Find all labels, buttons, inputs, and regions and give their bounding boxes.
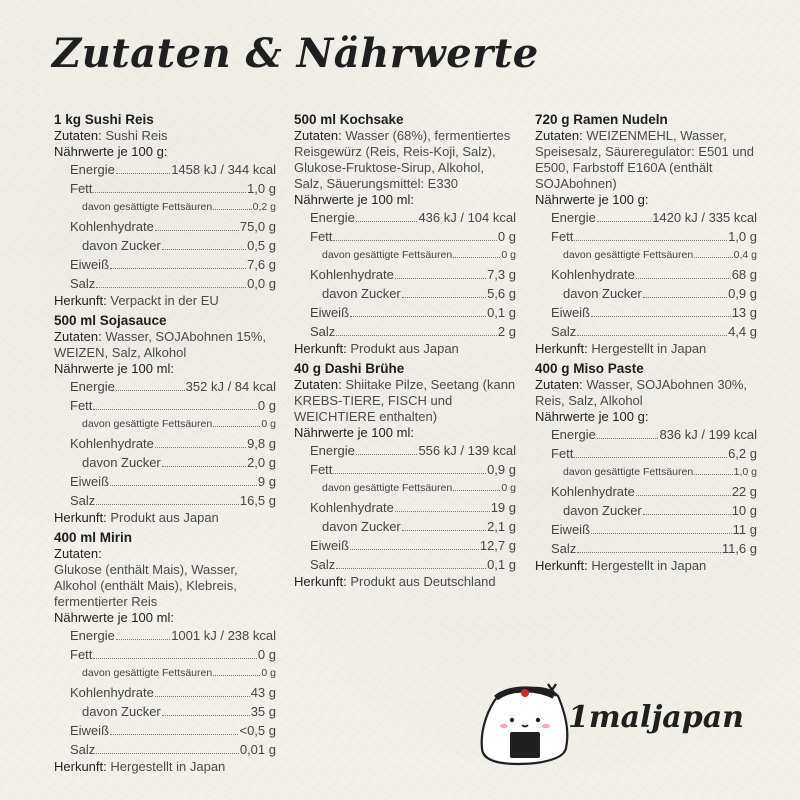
origin-label: Herkunft: xyxy=(294,574,347,589)
nutrition-row xyxy=(535,322,757,341)
nutrient-value: 75,0 g xyxy=(239,219,276,234)
nutrition-row xyxy=(54,434,276,453)
origin-value: Produkt aus Japan xyxy=(350,341,459,356)
nutrition-row xyxy=(54,721,276,740)
nutrient-value: 836 kJ / 199 kcal xyxy=(659,427,757,442)
dot-leader xyxy=(402,297,486,298)
nutrition-row xyxy=(54,217,276,236)
nutrient-value: 0,9 g xyxy=(728,286,757,301)
nutrient-label: Energie xyxy=(551,427,596,442)
nutrient-label: Salz xyxy=(70,742,96,757)
nutrient-value: 1,0 g xyxy=(728,229,757,244)
brand-logo-text: 1maljapan xyxy=(568,700,744,735)
nutrition-heading: Nährwerte je 100 ml: xyxy=(54,610,174,625)
dot-leader xyxy=(395,511,490,512)
dot-leader xyxy=(110,485,257,486)
nutrient-label: Eiweiß xyxy=(310,305,350,320)
origin-value: Produkt aus Deutschland xyxy=(350,574,496,589)
nutrient-label: Salz xyxy=(551,324,577,339)
nutrient-label: Fett xyxy=(310,229,333,244)
nutrient-label: Eiweiß xyxy=(70,474,110,489)
dot-leader xyxy=(597,221,651,222)
nutrient-label: davon gesättigte Fettsäuren xyxy=(563,466,694,478)
nutrition-heading: Nährwerte je 100 g: xyxy=(535,409,649,424)
nutrition-row xyxy=(294,227,516,246)
nutrient-label: Kohlenhydrate xyxy=(551,484,635,499)
dot-leader xyxy=(116,173,170,174)
origin xyxy=(294,574,516,590)
nutrient-label: Fett xyxy=(551,446,574,461)
ingredients xyxy=(294,377,516,425)
ingredients-label: Zutaten: xyxy=(54,128,102,143)
dot-leader xyxy=(116,390,185,391)
nutrient-value: 0,2 g xyxy=(252,201,276,213)
ingredients-label: Zutaten: xyxy=(535,128,583,143)
nutrient-label: Energie xyxy=(70,162,115,177)
dot-leader xyxy=(643,297,727,298)
dot-leader xyxy=(93,409,257,410)
dot-leader xyxy=(110,734,238,735)
nutrient-value: 22 g xyxy=(731,484,757,499)
dot-leader xyxy=(333,473,486,474)
nutrition-row xyxy=(54,683,276,702)
nutrient-value: 11,6 g xyxy=(721,541,757,556)
nutrient-value: 0 g xyxy=(501,482,516,494)
ingredients-label: Zutaten: xyxy=(294,128,342,143)
nutrition-row xyxy=(294,303,516,322)
origin-value: Produkt aus Japan xyxy=(110,510,219,525)
nutrient-value: <0,5 g xyxy=(239,723,276,738)
nutrient-value: 0,1 g xyxy=(487,557,516,572)
dot-leader xyxy=(643,514,731,515)
ingredients-label: Zutaten: xyxy=(54,546,102,561)
dot-leader xyxy=(96,287,246,288)
nutrient-label: Fett xyxy=(551,229,574,244)
dot-leader xyxy=(356,454,418,455)
nutrient-value: 11 g xyxy=(732,522,757,537)
nutrition-heading: Nährwerte je 100 ml: xyxy=(294,192,414,207)
dot-leader xyxy=(213,209,251,210)
column-1 xyxy=(54,112,276,779)
nutrient-label: Salz xyxy=(70,276,96,291)
column-2 xyxy=(294,112,516,594)
nutrition-row xyxy=(294,498,516,517)
nutrient-label: Energie xyxy=(551,210,596,225)
nutrient-value: 43 g xyxy=(250,685,276,700)
dot-leader xyxy=(395,278,486,279)
ingredients-value: Wasser (68%), fermentiertes Reisgewürz (Reis, Reis-Koji, Salz), Glukose-Fruktose-Sirup, Alkohol, Salz, Säuerungsmittel: E330 xyxy=(294,128,511,191)
nutrient-label: Fett xyxy=(70,647,93,662)
product-section xyxy=(54,530,276,775)
dot-leader xyxy=(356,221,418,222)
nutrient-label: Eiweiß xyxy=(551,305,591,320)
origin-label: Herkunft: xyxy=(535,341,588,356)
product-title: 720 g Ramen Nudeln xyxy=(535,112,668,127)
product-section xyxy=(294,361,516,590)
nutrition-row xyxy=(294,246,516,265)
product-section xyxy=(294,112,516,357)
ingredients-value: Glukose (enthält Mais), Wasser, Alkohol (enthält Mais), Klebreis, fermentierter Reis xyxy=(54,562,238,609)
nutrient-label: davon Zucker xyxy=(82,704,161,719)
nutrient-label: Kohlenhydrate xyxy=(70,219,154,234)
nutrition-row xyxy=(535,208,757,227)
nutrition-row xyxy=(54,472,276,491)
dot-leader xyxy=(96,504,239,505)
ingredients-value: WEIZENMEHL, Wasser, Speisesalz, Säureregulator: E501 und E500, Farbstoff E160A (enthält SOJAbohnen) xyxy=(535,128,754,191)
nutrient-value: 9 g xyxy=(257,474,276,489)
nutrient-value: 556 kJ / 139 kcal xyxy=(418,443,516,458)
origin-value: Hergestellt in Japan xyxy=(110,759,226,774)
nutrient-value: 0 g xyxy=(257,647,276,662)
nutrient-value: 13 g xyxy=(731,305,757,320)
nutrition-row xyxy=(294,265,516,284)
nutrient-value: 12,7 g xyxy=(479,538,516,553)
product-section xyxy=(54,112,276,309)
dot-leader xyxy=(96,753,239,754)
nutrient-value: 436 kJ / 104 kcal xyxy=(418,210,516,225)
ingredients xyxy=(54,329,276,361)
nutrient-value: 6,2 g xyxy=(728,446,757,461)
dot-leader xyxy=(333,240,497,241)
nutrient-value: 2 g xyxy=(497,324,516,339)
nutrient-label: Energie xyxy=(310,443,355,458)
dot-leader xyxy=(597,438,659,439)
dot-leader xyxy=(350,316,486,317)
nutrient-value: 0 g xyxy=(261,418,276,430)
nutrition-row xyxy=(54,645,276,664)
nutrient-value: 4,4 g xyxy=(728,324,757,339)
dot-leader xyxy=(93,658,257,659)
dot-leader xyxy=(155,696,250,697)
nutrient-label: Kohlenhydrate xyxy=(310,267,394,282)
nutrient-label: davon gesättigte Fettsäuren xyxy=(563,249,694,261)
nutrition-row xyxy=(294,517,516,536)
nutrient-label: davon gesättigte Fettsäuren xyxy=(82,418,213,430)
nutrient-value: 352 kJ / 84 kcal xyxy=(185,379,276,394)
origin-value: Hergestellt in Japan xyxy=(591,558,707,573)
nutrition-row xyxy=(535,501,757,520)
origin-value: Hergestellt in Japan xyxy=(591,341,707,356)
nutrient-label: davon gesättigte Fettsäuren xyxy=(82,667,213,679)
nutrition-heading: Nährwerte je 100 g: xyxy=(535,192,649,207)
nutrient-label: Kohlenhydrate xyxy=(310,500,394,515)
origin xyxy=(294,341,516,357)
dot-leader xyxy=(155,230,239,231)
ingredients-value: Sushi Reis xyxy=(105,128,168,143)
product-section xyxy=(535,112,757,357)
nutrient-value: 68 g xyxy=(731,267,757,282)
dot-leader xyxy=(577,335,727,336)
nutrient-label: Energie xyxy=(70,379,115,394)
nutrient-label: Kohlenhydrate xyxy=(70,436,154,451)
nutrient-label: Eiweiß xyxy=(551,522,591,537)
nutrition-row xyxy=(54,664,276,683)
dot-leader xyxy=(591,316,731,317)
nutrient-value: 1,0 g xyxy=(247,181,276,196)
nutrition-row xyxy=(294,284,516,303)
nutrition-row xyxy=(294,208,516,227)
nutrient-value: 19 g xyxy=(490,500,516,515)
nutrition-heading: Nährwerte je 100 ml: xyxy=(54,361,174,376)
nutrition-row xyxy=(294,479,516,498)
dot-leader xyxy=(350,549,479,550)
origin-label: Herkunft: xyxy=(54,510,107,525)
nutrition-row xyxy=(535,303,757,322)
dot-leader xyxy=(336,335,497,336)
nutrient-label: davon Zucker xyxy=(322,519,401,534)
origin xyxy=(535,341,757,357)
dot-leader xyxy=(110,268,246,269)
nutrient-value: 0,0 g xyxy=(247,276,276,291)
nutrition-row xyxy=(535,482,757,501)
product-title: 500 ml Kochsake xyxy=(294,112,404,127)
nutrition-row xyxy=(54,198,276,217)
dot-leader xyxy=(591,533,732,534)
nutrient-value: 5,6 g xyxy=(487,286,516,301)
dot-leader xyxy=(577,552,721,553)
nutrition-row xyxy=(54,160,276,179)
dot-leader xyxy=(155,447,246,448)
origin-label: Herkunft: xyxy=(54,293,107,308)
nutrition-row xyxy=(294,460,516,479)
nutrient-value: 9,8 g xyxy=(247,436,276,451)
origin xyxy=(54,293,276,309)
nutrition-row xyxy=(535,444,757,463)
dot-leader xyxy=(453,490,500,491)
ingredients-label: Zutaten: xyxy=(54,329,102,344)
page-title: Zutaten & Nährwerte xyxy=(52,30,539,77)
dot-leader xyxy=(213,426,260,427)
ingredients-label: Zutaten: xyxy=(294,377,342,392)
dot-leader xyxy=(402,530,486,531)
nutrition-row xyxy=(535,539,757,558)
nutrition-heading: Nährwerte je 100 g: xyxy=(54,144,168,159)
nutrient-label: davon Zucker xyxy=(82,455,161,470)
nutrient-value: 10 g xyxy=(731,503,757,518)
dot-leader xyxy=(93,192,246,193)
nutrient-value: 16,5 g xyxy=(239,493,276,508)
nutrient-label: Energie xyxy=(310,210,355,225)
nutrient-label: davon gesättigte Fettsäuren xyxy=(322,249,453,261)
ingredients xyxy=(54,546,276,610)
origin-label: Herkunft: xyxy=(54,759,107,774)
nutrient-label: Fett xyxy=(70,398,93,413)
nutrition-row xyxy=(294,555,516,574)
nutrition-row xyxy=(54,377,276,396)
nutrition-row xyxy=(294,536,516,555)
dot-leader xyxy=(162,249,246,250)
nutrient-value: 0,4 g xyxy=(733,249,757,261)
ingredients xyxy=(54,128,276,144)
ingredients xyxy=(294,128,516,192)
nutrition-row xyxy=(535,425,757,444)
nutrient-label: davon Zucker xyxy=(563,503,642,518)
nutrition-row xyxy=(535,463,757,482)
dot-leader xyxy=(336,568,486,569)
origin-label: Herkunft: xyxy=(294,341,347,356)
nutrient-label: Salz xyxy=(310,324,336,339)
nutrition-row xyxy=(54,255,276,274)
nutrition-row xyxy=(54,396,276,415)
product-title: 40 g Dashi Brühe xyxy=(294,361,405,376)
nutrient-value: 1420 kJ / 335 kcal xyxy=(652,210,757,225)
nutrient-value: 0 g xyxy=(501,249,516,261)
nutrient-value: 0 g xyxy=(257,398,276,413)
nutrient-value: 0,1 g xyxy=(487,305,516,320)
nutrition-row xyxy=(54,740,276,759)
product-title: 400 ml Mirin xyxy=(54,530,133,545)
nutrient-label: Energie xyxy=(70,628,115,643)
nutrient-label: Eiweiß xyxy=(70,723,110,738)
product-title: 400 g Miso Paste xyxy=(535,361,644,376)
nutrient-label: Kohlenhydrate xyxy=(551,267,635,282)
dot-leader xyxy=(636,495,731,496)
dot-leader xyxy=(213,675,260,676)
nutrient-value: 2,1 g xyxy=(487,519,516,534)
nutrient-label: Fett xyxy=(70,181,93,196)
nutrient-label: Fett xyxy=(310,462,333,477)
product-title: 1 kg Sushi Reis xyxy=(54,112,154,127)
nutrient-value: 2,0 g xyxy=(247,455,276,470)
nutrient-value: 1001 kJ / 238 kcal xyxy=(171,628,276,643)
ingredients xyxy=(535,377,757,409)
dot-leader xyxy=(453,257,500,258)
dot-leader xyxy=(574,240,727,241)
nutrient-value: 1458 kJ / 344 kcal xyxy=(171,162,276,177)
nutrition-row xyxy=(54,179,276,198)
dot-leader xyxy=(636,278,731,279)
nutrient-value: 0,9 g xyxy=(487,462,516,477)
dot-leader xyxy=(162,466,246,467)
ingredients-value: Wasser, SOJAbohnen 15%, WEIZEN, Salz, Alkohol xyxy=(54,329,266,360)
product-section xyxy=(54,313,276,526)
ingredients-value: Wasser, SOJAbohnen 30%, Reis, Salz, Alkohol xyxy=(535,377,747,408)
column-3 xyxy=(535,112,757,578)
nutrition-row xyxy=(54,453,276,472)
nutrient-value: 35 g xyxy=(250,704,276,719)
origin xyxy=(54,759,276,775)
origin xyxy=(535,558,757,574)
nutrient-label: Eiweiß xyxy=(70,257,110,272)
nutrition-row xyxy=(294,322,516,341)
nutrient-label: Kohlenhydrate xyxy=(70,685,154,700)
ingredients-value: Shiitake Pilze, Seetang (kann KREBS-TIERE, FISCH und WEICHTIERE enthalten) xyxy=(294,377,516,424)
nutrition-row xyxy=(535,265,757,284)
nutrition-row xyxy=(54,274,276,293)
nutrition-row xyxy=(294,441,516,460)
nutrition-row xyxy=(535,246,757,265)
origin-value: Verpackt in der EU xyxy=(110,293,219,308)
nutrition-row xyxy=(54,491,276,510)
nutrition-row xyxy=(535,284,757,303)
ingredients-label: Zutaten: xyxy=(535,377,583,392)
ingredients xyxy=(535,128,757,192)
nutrition-row xyxy=(54,415,276,434)
nutrient-label: davon gesättigte Fettsäuren xyxy=(82,201,213,213)
nutrient-label: davon Zucker xyxy=(563,286,642,301)
nutrient-value: 0,01 g xyxy=(239,742,276,757)
origin-label: Herkunft: xyxy=(535,558,588,573)
nutrient-value: 0 g xyxy=(497,229,516,244)
product-section xyxy=(535,361,757,574)
nutrition-row xyxy=(535,227,757,246)
product-title: 500 ml Sojasauce xyxy=(54,313,167,328)
nutrient-label: davon Zucker xyxy=(322,286,401,301)
nutrition-row xyxy=(54,626,276,645)
nutrient-label: Salz xyxy=(70,493,96,508)
nutrient-label: Eiweiß xyxy=(310,538,350,553)
nutrition-row xyxy=(535,520,757,539)
dot-leader xyxy=(116,639,170,640)
nutrient-label: Salz xyxy=(551,541,577,556)
nutrient-label: davon Zucker xyxy=(82,238,161,253)
nutrition-row xyxy=(54,702,276,721)
dot-leader xyxy=(574,457,727,458)
dot-leader xyxy=(162,715,250,716)
nutrition-row xyxy=(54,236,276,255)
nutrient-value: 1,0 g xyxy=(733,466,757,478)
nutrient-label: davon gesättigte Fettsäuren xyxy=(322,482,453,494)
nutrient-value: 0 g xyxy=(261,667,276,679)
nutrient-value: 7,3 g xyxy=(487,267,516,282)
nutrient-value: 7,6 g xyxy=(247,257,276,272)
nutrient-label: Salz xyxy=(310,557,336,572)
nutrient-value: 0,5 g xyxy=(247,238,276,253)
nutrition-heading: Nährwerte je 100 ml: xyxy=(294,425,414,440)
dot-leader xyxy=(694,257,732,258)
origin xyxy=(54,510,276,526)
dot-leader xyxy=(694,474,732,475)
